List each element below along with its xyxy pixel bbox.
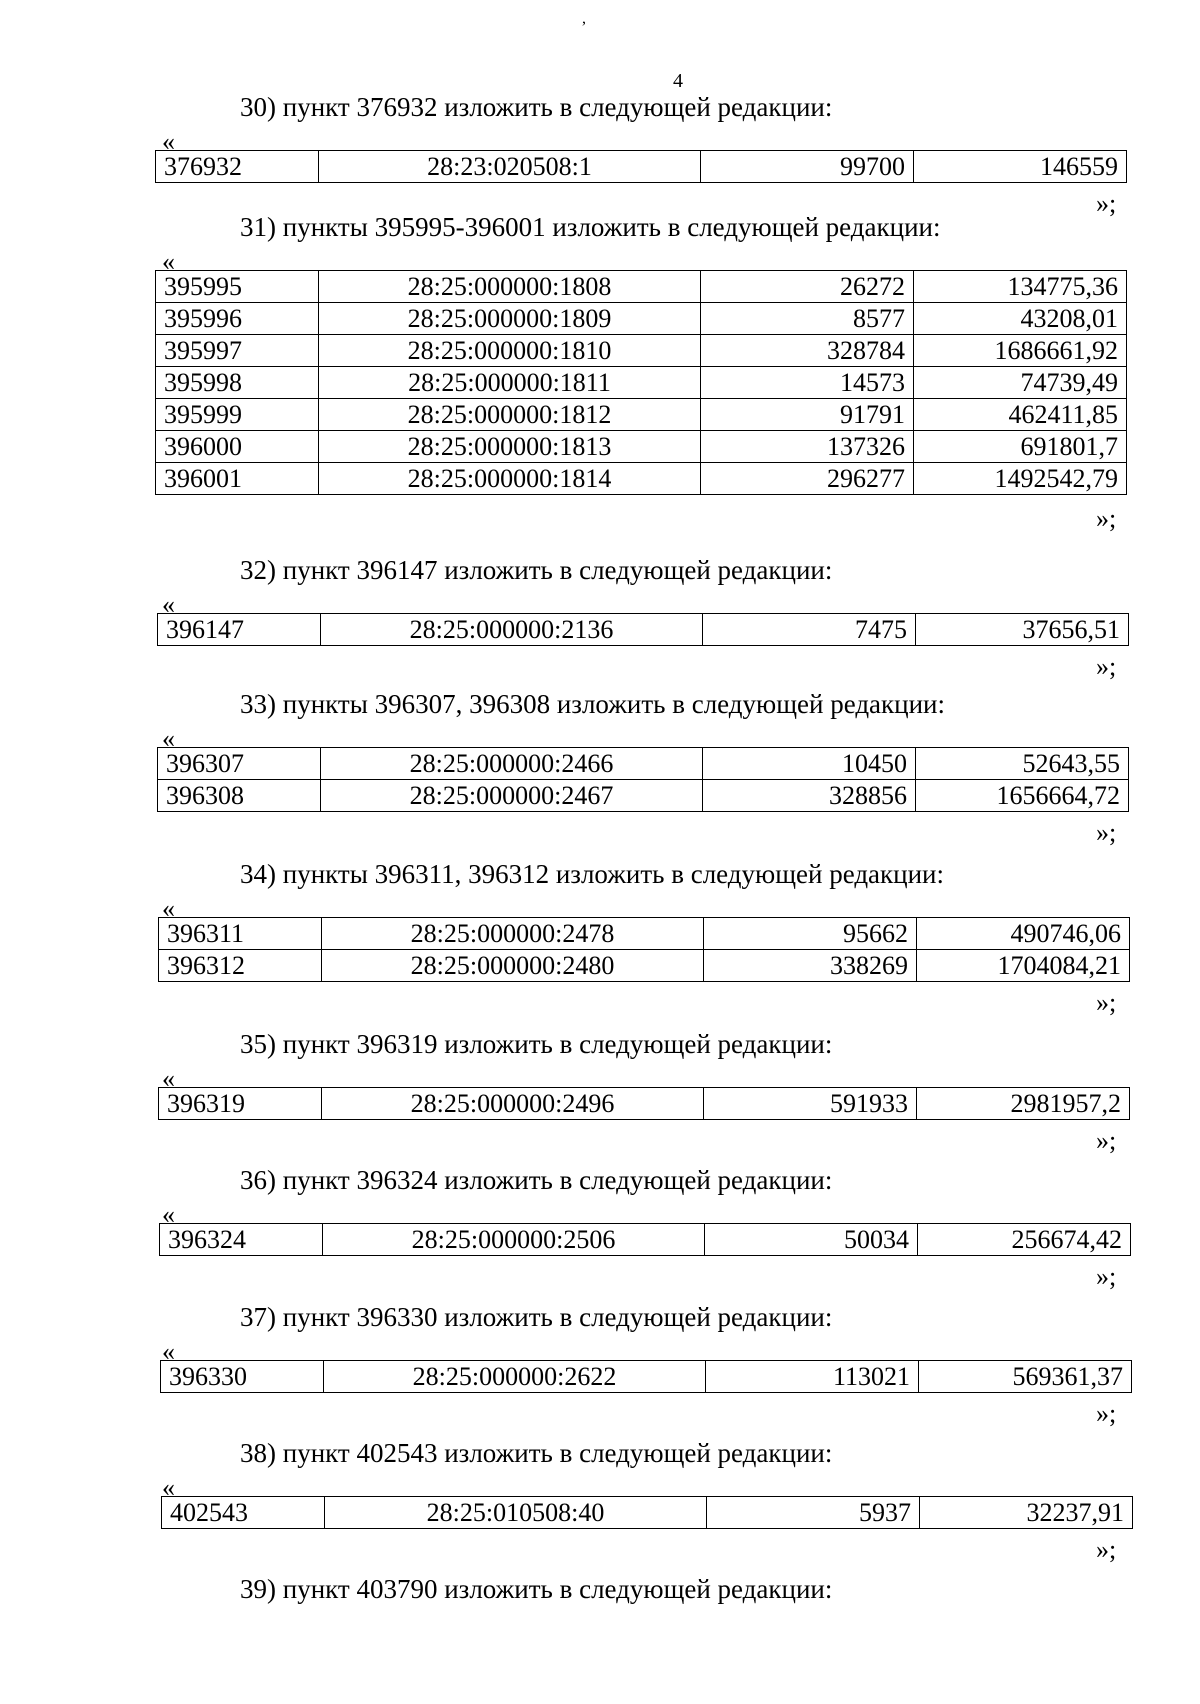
opening-quote: «: [162, 590, 175, 619]
closing-quote: »;: [1096, 1125, 1117, 1155]
opening-quote: «: [162, 724, 175, 753]
parcel-table: [159, 1223, 1131, 1256]
table-row: [156, 303, 1127, 335]
value-cell: 52643,55: [916, 748, 1129, 780]
closing-quote: »;: [1096, 818, 1117, 847]
section-heading: 36) пункт 396324 изложить в следующей редакции:: [240, 1165, 833, 1195]
area-cell: 14573: [701, 367, 914, 399]
parcel-id-cell: 396001: [156, 463, 319, 495]
parcel-id-cell: 376932: [156, 151, 319, 183]
opening-quote: «: [162, 1064, 175, 1093]
parcel-id-cell: 395998: [156, 367, 319, 399]
section-heading: 38) пункт 402543 изложить в следующей редакции:: [240, 1438, 833, 1468]
opening-quote: «: [162, 247, 175, 276]
opening-quote: «: [162, 1473, 175, 1502]
value-cell: 37656,51: [916, 614, 1129, 646]
cadastral-number-cell: 28:23:020508:1: [319, 151, 701, 183]
closing-quote: »;: [1096, 1534, 1117, 1564]
cadastral-number-cell: 28:25:000000:2466: [321, 748, 703, 780]
parcel-table: [157, 613, 1129, 646]
section-heading: 34) пункты 396311, 396312 изложить в следующей редакции:: [240, 859, 945, 889]
closing-quote: »;: [1096, 1398, 1117, 1428]
table-row: [156, 367, 1127, 399]
value-cell: 74739,49: [914, 367, 1127, 399]
section-heading: 33) пункты 396307, 396308 изложить в следующей редакции:: [240, 689, 946, 719]
area-cell: 328784: [701, 335, 914, 367]
value-cell: 462411,85: [914, 399, 1127, 431]
area-cell: 296277: [701, 463, 914, 495]
value-cell: 691801,7: [914, 431, 1127, 463]
parcel-id-cell: 395996: [156, 303, 319, 335]
closing-quote: »;: [1096, 651, 1117, 681]
parcel-table: [157, 747, 1129, 812]
table-row: [158, 780, 1129, 812]
parcel-table: [160, 1360, 1132, 1393]
table-row: [156, 271, 1127, 303]
area-cell: 338269: [704, 950, 917, 982]
area-cell: 7475: [703, 614, 916, 646]
cadastral-number-cell: 28:25:000000:2622: [324, 1361, 706, 1393]
area-cell: 591933: [704, 1088, 917, 1120]
cadastral-number-cell: 28:25:000000:2480: [322, 950, 704, 982]
parcel-id-cell: 396000: [156, 431, 319, 463]
area-cell: 26272: [701, 271, 914, 303]
parcel-id-cell: 395997: [156, 335, 319, 367]
parcel-table: [155, 150, 1127, 183]
value-cell: 32237,91: [920, 1497, 1133, 1529]
table-row: [156, 399, 1127, 431]
opening-quote: «: [162, 1200, 175, 1229]
area-cell: 99700: [701, 151, 914, 183]
table-row: [160, 1224, 1131, 1256]
section-heading: 39) пункт 403790 изложить в следующей редакции:: [240, 1574, 833, 1604]
section-heading: 32) пункт 396147 изложить в следующей редакции:: [240, 555, 833, 585]
table-row: [156, 151, 1127, 183]
section-heading: 35) пункт 396319 изложить в следующей редакции:: [240, 1029, 833, 1059]
closing-quote: »;: [1096, 988, 1117, 1017]
value-cell: 134775,36: [914, 271, 1127, 303]
table-row: [158, 748, 1129, 780]
area-cell: 5937: [707, 1497, 920, 1529]
cadastral-number-cell: 28:25:000000:1812: [319, 399, 701, 431]
value-cell: 490746,06: [917, 918, 1130, 950]
table-row: [158, 614, 1129, 646]
parcel-id-cell: 396330: [161, 1361, 324, 1393]
cadastral-number-cell: 28:25:000000:2496: [322, 1088, 704, 1120]
area-cell: 10450: [703, 748, 916, 780]
cadastral-number-cell: 28:25:000000:1813: [319, 431, 701, 463]
parcel-table: [155, 270, 1127, 495]
closing-quote: »;: [1096, 188, 1117, 218]
cadastral-number-cell: 28:25:000000:1809: [319, 303, 701, 335]
value-cell: 1492542,79: [914, 463, 1127, 495]
table-row: [159, 950, 1130, 982]
opening-quote: «: [162, 127, 175, 156]
parcel-id-cell: 396319: [159, 1088, 322, 1120]
area-cell: 91791: [701, 399, 914, 431]
area-cell: 328856: [703, 780, 916, 812]
table-row: [159, 918, 1130, 950]
value-cell: 2981957,2: [917, 1088, 1130, 1120]
area-cell: 113021: [706, 1361, 919, 1393]
cadastral-number-cell: 28:25:000000:2467: [321, 780, 703, 812]
table-row: [156, 463, 1127, 495]
parcel-id-cell: 396311: [159, 918, 322, 950]
section-heading: 37) пункт 396330 изложить в следующей редакции:: [240, 1302, 833, 1332]
cadastral-number-cell: 28:25:000000:1814: [319, 463, 701, 495]
value-cell: 1704084,21: [917, 950, 1130, 982]
parcel-id-cell: 395995: [156, 271, 319, 303]
parcel-table: [158, 917, 1130, 982]
cadastral-number-cell: 28:25:000000:1808: [319, 271, 701, 303]
opening-quote: «: [162, 894, 175, 923]
value-cell: 146559: [914, 151, 1127, 183]
table-row: [159, 1088, 1130, 1120]
parcel-id-cell: 396308: [158, 780, 321, 812]
cadastral-number-cell: 28:25:000000:2478: [322, 918, 704, 950]
page-mark: ,: [582, 10, 586, 27]
parcel-id-cell: 396147: [158, 614, 321, 646]
parcel-table: [158, 1087, 1130, 1120]
opening-quote: «: [162, 1337, 175, 1366]
cadastral-number-cell: 28:25:000000:1811: [319, 367, 701, 399]
cadastral-number-cell: 28:25:000000:2506: [323, 1224, 705, 1256]
area-cell: 50034: [705, 1224, 918, 1256]
page-number: 4: [673, 70, 683, 92]
section-heading: 31) пункты 395995-396001 изложить в следующей редакции:: [240, 212, 941, 242]
value-cell: 43208,01: [914, 303, 1127, 335]
table-row: [156, 431, 1127, 463]
parcel-table: [161, 1496, 1133, 1529]
value-cell: 256674,42: [918, 1224, 1131, 1256]
section-heading: 30) пункт 376932 изложить в следующей редакции:: [240, 92, 833, 122]
value-cell: 1686661,92: [914, 335, 1127, 367]
table-row: [162, 1497, 1133, 1529]
parcel-id-cell: 396307: [158, 748, 321, 780]
value-cell: 1656664,72: [916, 780, 1129, 812]
table-row: [156, 335, 1127, 367]
cadastral-number-cell: 28:25:000000:2136: [321, 614, 703, 646]
area-cell: 8577: [701, 303, 914, 335]
cadastral-number-cell: 28:25:000000:1810: [319, 335, 701, 367]
value-cell: 569361,37: [919, 1361, 1132, 1393]
closing-quote: »;: [1096, 503, 1117, 533]
closing-quote: »;: [1096, 1261, 1117, 1291]
parcel-id-cell: 395999: [156, 399, 319, 431]
area-cell: 95662: [704, 918, 917, 950]
table-row: [161, 1361, 1132, 1393]
area-cell: 137326: [701, 431, 914, 463]
parcel-id-cell: 402543: [162, 1497, 325, 1529]
cadastral-number-cell: 28:25:010508:40: [325, 1497, 707, 1529]
parcel-id-cell: 396324: [160, 1224, 323, 1256]
parcel-id-cell: 396312: [159, 950, 322, 982]
